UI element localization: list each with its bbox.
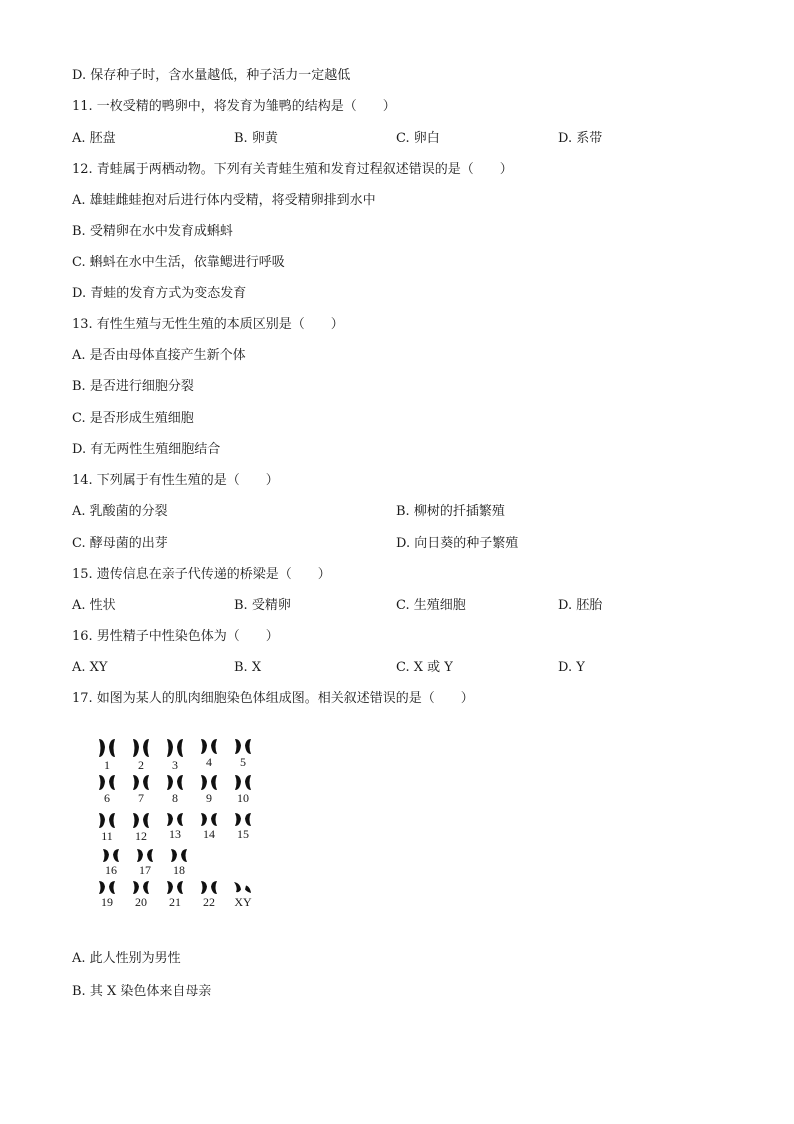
chromosome-pair-4 [194, 738, 224, 768]
option-b[interactable]: B. 柳树的扦插繁殖 [396, 504, 505, 519]
option-c[interactable]: C. X 或 Y [396, 660, 453, 675]
chromosome-label: 9 [206, 791, 212, 805]
chromosome-pair-10 [228, 774, 258, 804]
option-c[interactable]: C. 生殖细胞 [396, 598, 466, 613]
chromosome-pair-6 [92, 774, 122, 804]
chromosome-label: 7 [138, 791, 144, 805]
option-c[interactable]: C. 酵母菌的出芽 [72, 536, 168, 551]
chromosome-pair-17 [130, 848, 160, 876]
chromosome-label: 16 [105, 863, 117, 877]
option-d[interactable]: D. 系带 [558, 131, 603, 146]
chromosome-label: 14 [203, 827, 215, 841]
chromosome-label: 17 [139, 863, 151, 877]
chromosome-label: 1 [104, 758, 110, 772]
chromosome-label: 3 [172, 758, 178, 772]
chromosome-pair-21 [160, 880, 190, 908]
option-d[interactable]: D. 胚胎 [558, 598, 603, 613]
option-c[interactable]: C. 卵白 [396, 131, 440, 146]
chromosome-pair-15 [228, 812, 258, 840]
question-17-option-b[interactable]: B. 其 X 染色体来自母亲 [72, 984, 212, 999]
option-b[interactable]: B. 卵黄 [234, 131, 278, 146]
chromosome-label: 19 [101, 895, 113, 909]
prev-option-d: D. 保存种子时，含水量越低，种子活力一定越低 [72, 68, 351, 83]
question-12-option-b[interactable]: B. 受精卵在水中发育成蝌蚪 [72, 224, 233, 239]
chromosome-label: 5 [240, 755, 246, 769]
question-14-options-row2 [72, 535, 732, 553]
chromosome-label: 2 [138, 758, 144, 772]
chromosome-label: 18 [173, 863, 185, 877]
question-12-stem: 12. 青蛙属于两栖动物。下列有关青蛙生殖和发育过程叙述错误的是（ ） [72, 162, 513, 177]
chromosome-pair-xy [228, 880, 258, 908]
question-12-option-a[interactable]: A. 雄蛙雌蛙抱对后进行体内受精，将受精卵排到水中 [72, 193, 376, 208]
question-13-option-a[interactable]: A. 是否由母体直接产生新个体 [72, 348, 246, 363]
question-13-option-b[interactable]: B. 是否进行细胞分裂 [72, 379, 194, 394]
chromosome-label: 15 [237, 827, 249, 841]
question-16-options [72, 659, 732, 677]
question-14-stem: 14. 下列属于有性生殖的是（ ） [72, 473, 279, 488]
question-17-option-a[interactable]: A. 此人性别为男性 [72, 951, 181, 966]
question-15-stem: 15. 遗传信息在亲子代传递的桥梁是（ ） [72, 567, 331, 582]
question-11-options [72, 130, 732, 148]
question-14-options-row1 [72, 503, 732, 521]
chromosome-pair-5 [228, 738, 258, 768]
option-d[interactable]: D. 向日葵的种子繁殖 [396, 536, 519, 551]
question-13-stem: 13. 有性生殖与无性生殖的本质区别是（ ） [72, 317, 344, 332]
option-a[interactable]: A. 性状 [72, 598, 116, 613]
chromosome-label: 20 [135, 895, 147, 909]
chromosome-pair-3 [160, 738, 190, 771]
chromosome-label: XY [234, 895, 252, 909]
chromosome-label: 21 [169, 895, 181, 909]
question-12-option-c[interactable]: C. 蝌蚪在水中生活，依靠鳃进行呼吸 [72, 255, 285, 270]
chromosome-label: 4 [206, 755, 212, 769]
chromosome-pair-11 [92, 812, 122, 842]
chromosome-label: 6 [104, 791, 110, 805]
chromosome-label: 8 [172, 791, 178, 805]
chromosome-pair-16 [96, 848, 126, 876]
option-b[interactable]: B. 受精卵 [234, 598, 291, 613]
option-b[interactable]: B. X [234, 660, 262, 675]
chromosome-label: 11 [101, 829, 113, 843]
chromosome-pair-2 [126, 738, 156, 771]
karyotype-figure [92, 738, 312, 924]
chromosome-label: 12 [135, 829, 147, 843]
chromosome-label: 22 [203, 895, 215, 909]
option-d[interactable]: D. Y [558, 660, 585, 675]
question-13-option-c[interactable]: C. 是否形成生殖细胞 [72, 411, 194, 426]
chromosome-label: 13 [169, 827, 181, 841]
question-16-stem: 16. 男性精子中性染色体为（ ） [72, 629, 279, 644]
chromosome-pair-19 [92, 880, 122, 908]
chromosome-pair-13 [160, 812, 190, 840]
chromosome-pair-14 [194, 812, 224, 840]
chromosome-pair-1 [92, 738, 122, 771]
chromosome-pair-9 [194, 774, 224, 804]
question-15-options [72, 597, 732, 615]
question-17-stem: 17. 如图为某人的肌肉细胞染色体组成图。相关叙述错误的是（ ） [72, 691, 474, 706]
chromosome-label: 10 [237, 791, 249, 805]
question-11-stem: 11. 一枚受精的鸭卵中，将发育为雏鸭的结构是（ ） [72, 99, 396, 114]
chromosome-pair-12 [126, 812, 156, 842]
option-a[interactable]: A. 胚盘 [72, 131, 116, 146]
chromosome-pair-18 [164, 848, 194, 876]
chromosome-pair-20 [126, 880, 156, 908]
question-13-option-d[interactable]: D. 有无两性生殖细胞结合 [72, 442, 221, 457]
option-a[interactable]: A. 乳酸菌的分裂 [72, 504, 168, 519]
chromosome-pair-22 [194, 880, 224, 908]
chromosome-pair-8 [160, 774, 190, 804]
option-a[interactable]: A. XY [72, 660, 108, 675]
chromosome-pair-7 [126, 774, 156, 804]
question-12-option-d[interactable]: D. 青蛙的发育方式为变态发育 [72, 286, 247, 301]
